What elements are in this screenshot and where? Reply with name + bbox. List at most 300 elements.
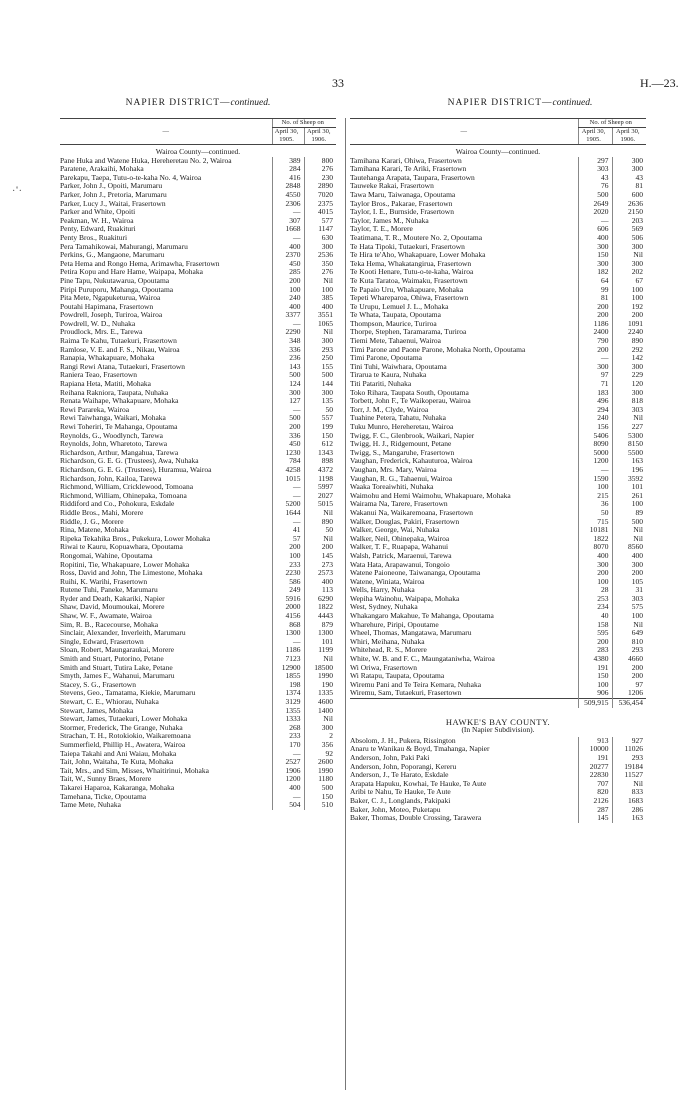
owner-name: Taylor Bros., Pakarae, Frasertown	[350, 199, 453, 208]
owner-name: Watene Paioneone, Taiwananga, Opoutama	[350, 569, 481, 578]
owner-name: Thompson, Maurice, Turiroa	[350, 319, 437, 328]
owner-name: Walsh, Patrick, Maraenui, Tarewa	[350, 551, 452, 560]
owner-name: Torr, J. M., Clyde, Wairoa	[350, 405, 429, 414]
table-row	[350, 243, 646, 252]
sheep-1906: 1335	[304, 689, 336, 698]
table-row	[60, 466, 336, 475]
sheep-1906: Nil	[612, 414, 646, 423]
table-row	[60, 294, 336, 303]
page-number: 33	[332, 76, 344, 90]
sheep-1905: 400	[578, 234, 612, 243]
sheep-1905: 182	[578, 268, 612, 277]
sheep-1906: 5300	[612, 432, 646, 441]
sheep-1906: 50	[304, 406, 336, 415]
sheep-1905: 336	[272, 346, 304, 355]
sheep-1905: 300	[578, 260, 612, 269]
sheep-1905: 586	[272, 578, 304, 587]
table-row	[350, 763, 646, 772]
owner-name: Reynolds, John, Wharetoto, Tarewa	[60, 440, 168, 449]
sheep-1906: 500	[304, 371, 336, 380]
table-row	[350, 457, 646, 466]
sheep-1906: Nil	[612, 780, 646, 789]
sheep-1906: 2636	[612, 200, 646, 209]
table-row	[350, 535, 646, 544]
sheep-1906: 1990	[304, 672, 336, 681]
table-row	[60, 174, 336, 183]
table-row	[60, 595, 336, 604]
sheep-1906: 500	[612, 518, 646, 527]
owner-name: Ranapia, Whakapuare, Mohaka	[60, 354, 155, 363]
sheep-1906: 300	[612, 157, 646, 166]
table-row	[350, 371, 646, 380]
sheep-1905: 22830	[578, 771, 612, 780]
owner-name: Wepiha Wainohu, Waipapa, Mohaka	[350, 594, 460, 603]
sheep-1906: 7020	[304, 191, 336, 200]
sheep-1906: 200	[612, 664, 646, 673]
table-row	[60, 286, 336, 295]
owner-name: Sloan, Robert, Maungaraukai, Morere	[60, 646, 175, 655]
table-row	[60, 543, 336, 552]
owner-name: Tiemi Mete, Tahaenui, Wairoa	[350, 337, 442, 346]
table-row	[350, 509, 646, 518]
owner-name: Richardson, Arthur, Mangahua, Tarewa	[60, 448, 179, 457]
sheep-1906: 300	[304, 243, 336, 252]
table-row	[350, 561, 646, 570]
owner-name: Rewi Parareka, Wairoa	[60, 405, 130, 414]
table-row	[60, 354, 336, 363]
sheep-1906: 100	[612, 294, 646, 303]
sheep-1906: 810	[612, 638, 646, 647]
sheep-1906: 273	[304, 561, 336, 570]
sheep-1905: 4380	[578, 655, 612, 664]
sheep-1906: 1147	[304, 225, 336, 234]
owner-name: Baker, Thomas, Double Crossing, Tarawera	[350, 814, 482, 823]
owner-name: Stormer, Frederick, The Grange, Nuhaka	[60, 723, 183, 732]
sheep-1905: 400	[272, 784, 304, 793]
owner-name: Tait, Mrs., and Sim, Misses, Whaitirinui, Mohaka	[60, 766, 209, 775]
sheep-1905: 285	[272, 268, 304, 277]
sheep-1905: 1015	[272, 475, 304, 484]
table-row	[60, 638, 336, 647]
table-row	[60, 784, 336, 793]
table-row	[60, 500, 336, 509]
sheep-1906: 19184	[612, 763, 646, 772]
header-label: No. of Sheep on	[272, 119, 336, 128]
sheep-1906: 200	[612, 672, 646, 681]
sheep-1905: 790	[578, 337, 612, 346]
sheep-1906: Nil	[612, 535, 646, 544]
sheep-1906: 100	[612, 500, 646, 509]
sheep-1905: 300	[578, 243, 612, 252]
sheep-1906: 11026	[612, 745, 646, 754]
sheep-1906: 300	[304, 337, 336, 346]
table-row	[350, 595, 646, 604]
owner-name: Raniera Teao, Frasertown	[60, 371, 138, 380]
table-row	[60, 389, 336, 398]
table-header-row	[60, 119, 336, 128]
sheep-1905: —	[272, 406, 304, 415]
sheep-1906: 649	[612, 629, 646, 638]
sheep-1906: 400	[304, 578, 336, 587]
sheep-1905: 2306	[272, 200, 304, 209]
owner-name: Wi Ratapu, Taupata, Opoutama	[350, 672, 445, 681]
table-row	[60, 208, 336, 217]
owner-name: Tame Mete, Nuhaka	[60, 801, 121, 810]
table-row	[350, 268, 646, 277]
owner-name: Twigg, H. J., Ridgemount, Petane	[350, 440, 452, 449]
owner-name: Rangi Rewi Atana, Tutaekuri, Frasertown	[60, 362, 185, 371]
table-row	[350, 363, 646, 372]
table-row	[350, 569, 646, 578]
sheep-1905: 200	[578, 303, 612, 312]
owner-name: Riddle Bros., Mahi, Morere	[60, 508, 144, 517]
table-row	[60, 406, 336, 415]
sheep-1906: 1206	[612, 689, 646, 698]
sheep-1906: 293	[304, 346, 336, 355]
owner-name: Ramlose, V. E. and F. S., Nikau, Wairoa	[60, 345, 180, 354]
table-row	[60, 243, 336, 252]
sheep-1905: 156	[578, 423, 612, 432]
header-col-1905: April 30, 1905.	[578, 128, 612, 145]
table-row	[60, 380, 336, 389]
table-row	[60, 732, 336, 741]
sheep-1905: 36	[578, 500, 612, 509]
owner-name: Peta Hema and Rongo Hema, Arimawha, Frasertown	[60, 259, 220, 268]
sheep-1905: 268	[272, 724, 304, 733]
sheep-1905: 2527	[272, 758, 304, 767]
table-row	[350, 208, 646, 217]
sheep-1906: Nil	[612, 251, 646, 260]
owner-name: Richmond, William, Cricklewood, Tomoana	[60, 483, 194, 492]
sheep-1906: 6290	[304, 595, 336, 604]
table-row	[350, 754, 646, 763]
sheep-1905: 400	[578, 552, 612, 561]
sheep-1906: 510	[304, 801, 336, 810]
owner-name: Wharehure, Piripi, Opoutame	[350, 620, 439, 629]
sheep-1906: 113	[304, 586, 336, 595]
sheep-1906: 81	[612, 182, 646, 191]
owner-name: Pane Huka and Watene Huka, Hereheretau No. 2, Wairoa	[60, 156, 232, 165]
table-row	[60, 509, 336, 518]
table-row	[350, 681, 646, 690]
sheep-1905: 1186	[272, 646, 304, 655]
table-row	[60, 277, 336, 286]
table-row	[60, 561, 336, 570]
sheep-1906: 4600	[304, 698, 336, 707]
table-row	[350, 303, 646, 312]
sheep-1905: 143	[272, 363, 304, 372]
table-row	[350, 797, 646, 806]
sheep-1905: 4550	[272, 191, 304, 200]
total-row	[350, 699, 646, 708]
owner-name: Ropitini, Tie, Whakapuare, Lower Mohaka	[60, 560, 190, 569]
table-row	[350, 586, 646, 595]
table-row	[60, 526, 336, 535]
sheep-1905: 71	[578, 380, 612, 389]
sheep-1906: 101	[304, 638, 336, 647]
table-row	[350, 182, 646, 191]
owner-name: Tini Tuhi, Waiwhara, Opoutama	[350, 362, 447, 371]
sheep-1905: 715	[578, 518, 612, 527]
sheep-1906: 630	[304, 234, 336, 243]
owner-name: Stevens, Geo., Tamatama, Kiekie, Marumaru	[60, 689, 196, 698]
sheep-1906: 5997	[304, 483, 336, 492]
owner-name: Shaw, W. F., Awamate, Wairoa	[60, 612, 152, 621]
margin-mark: ·˚·	[12, 186, 22, 197]
owner-name: Powdrell, Joseph, Turiroa, Wairoa	[60, 311, 163, 320]
column-divider	[345, 118, 346, 1090]
sheep-1905: 1300	[272, 629, 304, 638]
table-row	[350, 526, 646, 535]
owner-name: Wi Oriwa, Frasertown	[350, 663, 417, 672]
owner-name: Toko Rihara, Taupata South, Opoutama	[350, 388, 469, 397]
owner-name: Timi Parone, Opoutama	[350, 354, 423, 363]
table-row	[350, 629, 646, 638]
owner-name: Tuku Munro, Hereheretau, Wairoa	[350, 423, 454, 431]
sheep-1906: 356	[304, 741, 336, 750]
owner-name: Taiepa Takahi and Ani Waiau, Mohaka	[60, 749, 177, 758]
owner-name: Renata Waihape, Whakapuare, Mohaka	[60, 397, 179, 406]
sheep-1905: 1200	[578, 457, 612, 466]
table-row	[350, 286, 646, 295]
owner-name: Wata Hata, Arapawanui, Tongoio	[350, 560, 450, 569]
owner-name: Stewart, James, Tutaekuri, Lower Mohaka	[60, 715, 188, 724]
table-row	[60, 234, 336, 243]
owner-name: Strachan, T. H., Rotokiokio, Waikaremoana	[60, 732, 191, 741]
owner-name: Whitehead, R. S., Morere	[350, 646, 427, 655]
table-row	[350, 432, 646, 441]
table-row	[60, 371, 336, 380]
owner-name: Proudlock, Mrs. E., Tarewa	[60, 328, 143, 337]
sheep-1906: 4372	[304, 466, 336, 475]
owner-name: Taylor, I. E., Burnside, Frasertown	[350, 208, 454, 217]
table-row	[60, 664, 336, 673]
sheep-1906: Nil	[304, 328, 336, 337]
owner-name: Baker, John, Moteo, Puketapu	[350, 805, 441, 814]
owner-name: Vaughan, Frederick, Kahauturoa, Wairoa	[350, 457, 473, 466]
owner-name: Perkins, G., Mangaone, Marumaru	[60, 251, 165, 260]
owner-name: Whiri, Meihana, Nuhaka	[350, 637, 425, 646]
sheep-1906: 196	[612, 466, 646, 475]
table-row	[350, 354, 646, 363]
sheep-1906: 2240	[612, 328, 646, 337]
table-row	[350, 389, 646, 398]
sheep-1905: 170	[272, 741, 304, 750]
total-1905: 509,915	[578, 699, 612, 708]
sheep-1905: 200	[272, 543, 304, 552]
sheep-1905: 64	[578, 277, 612, 286]
sheep-1905: 50	[578, 509, 612, 518]
sheep-1906: 145	[304, 552, 336, 561]
table-row	[350, 664, 646, 673]
sheep-1905: 183	[578, 389, 612, 398]
owner-name: Raima Te Kahu, Tutaekuri, Frasertown	[60, 337, 177, 346]
owner-name: Taylor, T. E., Morere	[350, 225, 413, 234]
sheep-1906: 8560	[612, 543, 646, 552]
table-row	[350, 780, 646, 789]
sheep-1906: 100	[612, 286, 646, 295]
table-row	[350, 225, 646, 234]
owner-name: Rewi Toheriri, Te Mahanga, Opoutama	[60, 423, 178, 431]
sheep-1905: 4156	[272, 612, 304, 621]
table-row	[350, 543, 646, 552]
owner-name: Paratene, Arakaihi, Mohaka	[60, 165, 144, 174]
sheep-1905: 868	[272, 621, 304, 630]
owner-name: Wiremu, Sam, Tutaekuri, Frasertown	[350, 689, 462, 698]
county-heading: HAWKE'S BAY COUNTY.	[445, 716, 551, 727]
owner-name: Absolom, J. H., Pukera, Rissington	[350, 736, 456, 745]
table-row	[350, 414, 646, 423]
owner-name: West, Sydney, Nuhaka	[350, 603, 418, 612]
sheep-1905: 500	[272, 371, 304, 380]
table-row	[60, 621, 336, 630]
sheep-1906: 1300	[304, 629, 336, 638]
sheep-1905: 348	[272, 337, 304, 346]
header-label: No. of Sheep on	[578, 119, 646, 128]
sheep-1905: 1822	[578, 535, 612, 544]
owner-name: Whakangaro Makahue, Te Mahanga, Opoutama	[350, 612, 494, 621]
sheep-1905: 300	[578, 561, 612, 570]
owner-name: Riddle, J. G., Morere	[60, 517, 124, 526]
table-row	[60, 414, 336, 423]
table-row	[350, 814, 646, 823]
table-row	[350, 449, 646, 458]
sheep-1906: 300	[304, 724, 336, 733]
owner-name: Stewart, James, Mohaka	[60, 706, 134, 715]
owner-name: Piripi Puruporu, Mahanga, Opoutama	[60, 285, 174, 294]
sheep-1905: —	[272, 492, 304, 501]
owner-name: Stacey, S. G., Frasertown	[60, 680, 136, 689]
owner-name: Rongomai, Wahine, Opoutama	[60, 551, 153, 560]
sheep-1906: 300	[612, 389, 646, 398]
table-row	[60, 775, 336, 784]
sheep-1905: 5406	[578, 432, 612, 441]
table-row	[60, 578, 336, 587]
sheep-1905: 300	[272, 389, 304, 398]
sheep-1906: 300	[612, 260, 646, 269]
owner-name: Waaka Toreaiwhiti, Nuhaka	[350, 483, 434, 492]
table-row	[350, 174, 646, 183]
table-row	[60, 801, 336, 810]
sheep-1906: 385	[304, 294, 336, 303]
sheep-1906: 2890	[304, 182, 336, 191]
sheep-1905: 707	[578, 780, 612, 789]
sheep-1905: 283	[578, 646, 612, 655]
sheep-1905: 191	[578, 754, 612, 763]
table-row	[60, 492, 336, 501]
owner-name: Te Whata, Taupata, Opoutama	[350, 311, 441, 320]
sheep-1905: 2400	[578, 328, 612, 337]
owner-name: Pera Tamahikowai, Mahurangi, Marumaru	[60, 242, 188, 251]
sheep-1906: 150	[304, 793, 336, 802]
table-row	[60, 346, 336, 355]
table-row	[350, 337, 646, 346]
owner-name: Reynolds, G., Woodlynch, Tarewa	[60, 431, 163, 440]
sheep-1906: 1683	[612, 797, 646, 806]
owner-name: Rapiana Heta, Matiti, Mohaka	[60, 380, 152, 389]
sheep-1906: 300	[612, 561, 646, 570]
owner-name: Anderson, John, Poporangi, Kereru	[350, 762, 457, 771]
sheep-1906: 300	[612, 243, 646, 252]
sheep-1905: 81	[578, 294, 612, 303]
owner-name: Smith and Stuart, Tutira Lake, Petane	[60, 663, 173, 672]
sheep-1905: —	[272, 483, 304, 492]
sheep-1906: 200	[304, 543, 336, 552]
sheep-1905: 1668	[272, 225, 304, 234]
owner-name: Arapata Hapuku, Kowhai, Te Hauke, Te Aute	[350, 779, 487, 788]
sheep-1905: 100	[272, 552, 304, 561]
table-row	[60, 457, 336, 466]
owner-name: Smyth, James F., Wahanui, Marumaru	[60, 672, 175, 681]
owner-name: Wheel, Thomas, Mangatawa, Marumaru	[350, 629, 472, 638]
sheep-1906: 300	[304, 389, 336, 398]
table-row	[350, 328, 646, 337]
table-row	[350, 406, 646, 415]
table-row	[60, 767, 336, 776]
table-row	[60, 225, 336, 234]
sheep-1905: 234	[578, 603, 612, 612]
sheep-1905: —	[272, 518, 304, 527]
header-col-1906: April 30, 1906.	[612, 128, 646, 145]
owner-name: Teka Hema, Whakatangirua, Frasertown	[350, 259, 472, 268]
sheep-1905: 236	[272, 354, 304, 363]
sheep-1906: 890	[612, 337, 646, 346]
sheep-1905: 10181	[578, 526, 612, 535]
sheep-1905: 913	[578, 737, 612, 746]
sheep-1905: 450	[272, 260, 304, 269]
owner-name: Vaughan, Mrs. Mary, Wairoa	[350, 465, 437, 474]
owner-name: Single, Edward, Frasertown	[60, 637, 144, 646]
sheep-1906: 303	[612, 595, 646, 604]
owner-name: Walker, George, Wai, Nuhaka	[350, 526, 440, 535]
sheep-1906: 1400	[304, 707, 336, 716]
owner-name: Smith and Stuart, Putorino, Petane	[60, 655, 164, 664]
sheep-1905: 303	[578, 165, 612, 174]
sheep-1905: 784	[272, 457, 304, 466]
sheep-1906: 400	[304, 303, 336, 312]
table-row	[350, 397, 646, 406]
sheep-1905: 389	[272, 157, 304, 166]
sheep-1906: 18500	[304, 664, 336, 673]
sheep-1905: 2370	[272, 251, 304, 260]
table-row	[60, 200, 336, 209]
sheep-1905: 307	[272, 217, 304, 226]
table-row	[60, 629, 336, 638]
owner-name: Pine Tapu, Nukutawarua, Opoutama	[60, 276, 170, 285]
sheep-1905: 820	[578, 788, 612, 797]
table-row	[60, 750, 336, 759]
sheep-1905: 158	[578, 621, 612, 630]
sheep-1906: 67	[612, 277, 646, 286]
sheep-1905: 284	[272, 165, 304, 174]
sheep-1905: 150	[578, 672, 612, 681]
owner-name: Tamehana, Ticke, Opoutama	[60, 792, 147, 801]
sheep-1906: 2150	[612, 208, 646, 217]
owner-name: Takarei Haparoa, Kakaranga, Mohaka	[60, 783, 175, 792]
sheep-1906: 100	[612, 612, 646, 621]
table-row	[60, 698, 336, 707]
sheep-1906: 292	[612, 346, 646, 355]
table-row	[60, 535, 336, 544]
sheep-1905: 1333	[272, 715, 304, 724]
total-1906: 536,454	[612, 699, 646, 708]
sheep-1905: 8090	[578, 440, 612, 449]
sheep-1905: 5200	[272, 500, 304, 509]
owner-name: Sim, R. B., Racecourse, Mohaka	[60, 620, 159, 629]
owner-name: Tawa Maru, Taiwanaga, Opoutama	[350, 190, 456, 199]
table-row	[350, 492, 646, 501]
sheep-1905: —	[578, 217, 612, 226]
